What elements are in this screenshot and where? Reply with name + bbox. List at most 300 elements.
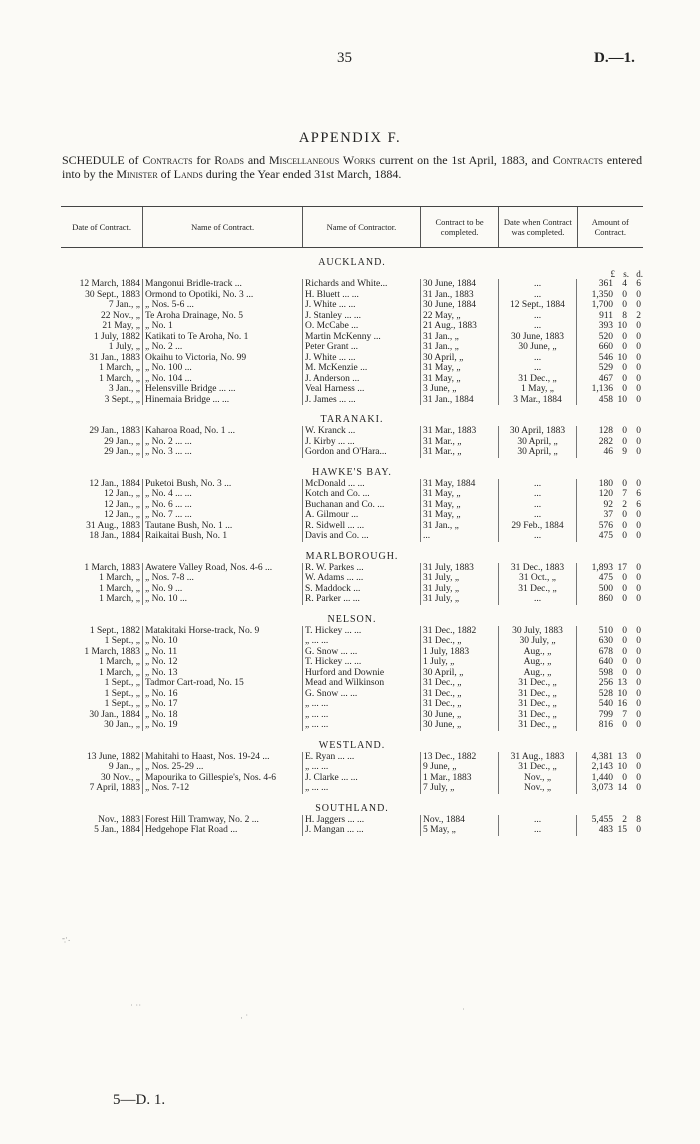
schedule-word: of	[128, 153, 139, 167]
contract-amount	[577, 300, 643, 311]
schedule-word: Minister	[116, 167, 158, 181]
contract-date: 1 July, 1882	[61, 332, 143, 343]
contract-amount	[577, 594, 643, 605]
schedule-word: for	[196, 153, 211, 167]
contractor-name: Kotch and Co. ...	[303, 489, 421, 500]
amount-pounds: 576	[598, 520, 613, 531]
amount-shillings: 0	[622, 363, 627, 373]
schedule-word: Miscellaneous Works	[269, 153, 376, 167]
amount-pounds: 630	[598, 636, 613, 646]
contractor-name: T. Hickey ... ...	[303, 657, 421, 668]
completion-date: ...	[499, 279, 577, 290]
contract-date: 1 Sept., „	[61, 636, 143, 647]
amount-pence: 0	[636, 300, 641, 310]
contract-amount	[577, 437, 643, 448]
completion-date: ...	[499, 531, 577, 542]
contract-amount	[577, 647, 643, 658]
table-row	[61, 573, 643, 584]
contract-name: Awatere Valley Road, Nos. 4-6 ...	[143, 563, 303, 574]
amount-shillings: 0	[622, 573, 627, 583]
amount-shillings: 8	[622, 310, 627, 321]
contract-amount	[577, 689, 643, 700]
completion-due: 31 July, „	[421, 584, 499, 595]
column-header: Name of Contract.	[143, 207, 303, 247]
completion-due: 31 July, 1883	[421, 563, 499, 574]
amount-shillings: 4	[622, 279, 627, 289]
contract-date: 30 Nov., „	[61, 773, 143, 784]
column-header: Date when Contract was completed.	[499, 207, 577, 247]
completion-due: 31 May, „	[421, 363, 499, 374]
amount-pence: 0	[636, 520, 641, 531]
column-header: Name of Contractor.	[303, 207, 421, 247]
completion-due: 30 June, „	[421, 710, 499, 721]
amount-pence: 0	[636, 636, 641, 646]
contract-name: Mapourika to Gillespie's, Nos. 4-6	[143, 773, 303, 784]
completion-due: 31 Dec., 1882	[421, 626, 499, 637]
amount-shillings: 2	[622, 499, 627, 510]
completion-date: 31 Dec., 1883	[499, 563, 577, 574]
completion-date: 1 May, „	[499, 384, 577, 395]
contract-date: 12 March, 1884	[61, 279, 143, 290]
completion-due: 31 Jan., 1883	[421, 290, 499, 301]
contract-date: 12 Jan., 1884	[61, 479, 143, 490]
amount-pounds: 528	[598, 688, 613, 699]
contract-name: „ No. 10	[143, 636, 303, 647]
amount-pence: 0	[636, 678, 641, 688]
completion-due: 31 May, „	[421, 374, 499, 385]
contract-amount	[577, 825, 643, 836]
amount-shillings: 0	[622, 331, 627, 342]
contractor-name: W. Adams ... ...	[303, 573, 421, 584]
contract-amount	[577, 563, 643, 574]
completion-date: ...	[499, 825, 577, 836]
amount-shillings: 0	[622, 289, 627, 300]
contract-date: 1 Sept., 1882	[61, 626, 143, 637]
completion-date: 31 Dec., „	[499, 678, 577, 689]
table-row	[61, 395, 643, 406]
contract-amount	[577, 384, 643, 395]
contractor-name: „ ... ...	[303, 720, 421, 731]
table-row	[61, 311, 643, 322]
amount-pounds: 510	[598, 625, 613, 636]
completion-due: 31 May, „	[421, 489, 499, 500]
contractor-name: R. Parker ... ...	[303, 594, 421, 605]
table-row	[61, 437, 643, 448]
contract-name: „ No. 6 ... ...	[143, 500, 303, 511]
amount-shillings: 10	[617, 321, 627, 331]
table-row	[61, 626, 643, 637]
schedule-word: of	[160, 167, 171, 181]
contractor-name: H. Bluett ... ...	[303, 290, 421, 301]
contract-amount	[577, 342, 643, 353]
table-row	[61, 300, 643, 311]
contract-amount	[577, 626, 643, 637]
contract-date: 1 March, „	[61, 374, 143, 385]
completion-date: 31 Dec., „	[499, 699, 577, 710]
contract-date: 1 March, 1883	[61, 647, 143, 658]
contract-date: 1 Sept., „	[61, 699, 143, 710]
completion-due: 22 May, „	[421, 311, 499, 322]
table-row	[61, 594, 643, 605]
amount-pence: 0	[636, 688, 641, 699]
amount-pence: 0	[636, 720, 641, 730]
contract-name: „ No. 11	[143, 647, 303, 658]
table-row	[61, 500, 643, 511]
table-row	[61, 678, 643, 689]
contract-date: 1 March, „	[61, 594, 143, 605]
amount-pounds: 1,350	[591, 289, 613, 300]
amount-pounds: 37	[603, 510, 613, 520]
completion-date: ...	[499, 815, 577, 826]
completion-date: 29 Feb., 1884	[499, 521, 577, 532]
contractor-name: W. Kranck ...	[303, 426, 421, 437]
contract-date: 29 Jan., „	[61, 447, 143, 458]
completion-date: ...	[499, 290, 577, 301]
amount-pence: 0	[636, 657, 641, 667]
amount-shillings: 0	[622, 646, 627, 657]
amount-shillings: 0	[622, 520, 627, 531]
contract-date: 1 March, 1883	[61, 563, 143, 574]
contract-date: 18 Jan., 1884	[61, 531, 143, 542]
table-row	[61, 447, 643, 458]
contractor-name: J. Anderson ...	[303, 374, 421, 385]
currency-units	[61, 269, 643, 279]
contractor-name: T. Hickey ... ...	[303, 626, 421, 637]
table-row	[61, 647, 643, 658]
completion-due: 31 Mar., 1883	[421, 426, 499, 437]
completion-date: ...	[499, 489, 577, 500]
contractor-name: G. Snow ... ...	[303, 689, 421, 700]
schedule-word: Contracts	[142, 153, 193, 167]
amount-shillings: 0	[622, 583, 627, 594]
completion-due: 21 Aug., 1883	[421, 321, 499, 332]
completion-due: 31 May, „	[421, 500, 499, 511]
amount-pounds: 546	[598, 352, 613, 363]
amount-pounds: 500	[598, 583, 613, 594]
amount-pence: 0	[636, 709, 641, 720]
unit-label: £	[610, 269, 615, 279]
amount-pounds: 660	[598, 342, 613, 352]
amount-pence: 0	[636, 772, 641, 783]
amount-shillings: 0	[622, 636, 627, 646]
contract-name: „ Nos. 7-12	[143, 783, 303, 794]
completion-date: Nov., „	[499, 773, 577, 784]
contract-name: Tadmor Cart-road, No. 15	[143, 678, 303, 689]
contractor-name: J. James ... ...	[303, 395, 421, 406]
amount-pounds: 1,440	[591, 772, 613, 783]
amount-pence: 0	[636, 394, 641, 405]
completion-due: 31 Mar., „	[421, 447, 499, 458]
contract-amount	[577, 489, 643, 500]
amount-shillings: 13	[617, 678, 627, 688]
completion-date: ...	[499, 311, 577, 322]
table-row	[61, 479, 643, 490]
amount-pounds: 467	[598, 373, 613, 384]
schedule-word: SCHEDULE	[62, 153, 125, 167]
table-row	[61, 668, 643, 679]
table-row	[61, 563, 643, 574]
contractor-name: McDonald ... ...	[303, 479, 421, 490]
contract-date: 29 Jan., 1883	[61, 426, 143, 437]
table-row	[61, 699, 643, 710]
contractor-name: Buchanan and Co. ...	[303, 500, 421, 511]
completion-date: 31 Dec., „	[499, 762, 577, 773]
amount-shillings: 0	[622, 720, 627, 730]
table-row	[61, 426, 643, 437]
contract-date: 1 March, „	[61, 657, 143, 668]
page-footer: 5—D. 1.	[113, 1092, 166, 1108]
table-row	[61, 353, 643, 364]
amount-pounds: 540	[598, 699, 613, 709]
table-row	[61, 279, 643, 290]
completion-date: Nov., „	[499, 783, 577, 794]
unit-label: d.	[636, 269, 643, 279]
contract-name: Raikaitai Bush, No. 1	[143, 531, 303, 542]
contract-name: Okaihu to Victoria, No. 99	[143, 353, 303, 364]
amount-pence: 0	[636, 321, 641, 331]
region-title: WESTLAND.	[318, 739, 386, 751]
completion-due: 1 July, „	[421, 657, 499, 668]
contract-date: 1 March, „	[61, 584, 143, 595]
completion-due: 31 Jan., „	[421, 521, 499, 532]
amount-shillings: 10	[617, 688, 627, 699]
region-title: SOUTHLAND.	[315, 802, 389, 814]
contractor-name: Gordon and O'Hara...	[303, 447, 421, 458]
amount-pounds: 860	[598, 594, 613, 604]
contractor-name: Richards and White...	[303, 279, 421, 290]
amount-pounds: 1,136	[591, 384, 613, 394]
amount-pence: 6	[636, 489, 641, 499]
contracts-table	[61, 206, 643, 836]
completion-date: 31 Oct., „	[499, 573, 577, 584]
schedule-word: and	[247, 153, 266, 167]
contract-name: Mahitahi to Haast, Nos. 19-24 ...	[143, 752, 303, 763]
amount-pence: 0	[636, 573, 641, 583]
contract-name: „ No. 10 ...	[143, 594, 303, 605]
completion-due: 31 Dec., „	[421, 636, 499, 647]
completion-date: 30 June, 1883	[499, 332, 577, 343]
table-row	[61, 762, 643, 773]
completion-date: Aug., „	[499, 657, 577, 668]
completion-date: 30 July, 1883	[499, 626, 577, 637]
amount-shillings: 0	[622, 373, 627, 384]
table-row	[61, 752, 643, 763]
contract-name: Hedgehope Flat Road ...	[143, 825, 303, 836]
table-row	[61, 332, 643, 343]
contract-name: Puketoi Bush, No. 3 ...	[143, 479, 303, 490]
table-row	[61, 783, 643, 794]
contractor-name: S. Maddock ...	[303, 584, 421, 595]
amount-pence: 0	[636, 531, 641, 541]
completion-due: 31 Jan., 1884	[421, 395, 499, 406]
amount-shillings: 0	[622, 594, 627, 604]
amount-pounds: 282	[598, 436, 613, 447]
amount-shillings: 10	[617, 352, 627, 363]
completion-date: 31 Aug., 1883	[499, 752, 577, 763]
completion-date: ...	[499, 594, 577, 605]
completion-due: 31 May, „	[421, 510, 499, 521]
amount-shillings: 0	[622, 510, 627, 520]
completion-date: 31 Dec., „	[499, 374, 577, 385]
amount-shillings: 15	[617, 825, 627, 835]
contractor-name: „ ... ...	[303, 699, 421, 710]
contract-date: 1 March, „	[61, 573, 143, 584]
amount-pence: 0	[636, 783, 641, 793]
contract-date: 12 Jan., „	[61, 489, 143, 500]
completion-due: 31 July, „	[421, 573, 499, 584]
contract-name: Ormond to Opotiki, No. 3 ...	[143, 290, 303, 301]
completion-date: 31 Dec., „	[499, 689, 577, 700]
contract-amount	[577, 510, 643, 521]
amount-pounds: 120	[598, 489, 613, 499]
contractor-name: „ ... ...	[303, 636, 421, 647]
amount-pounds: 361	[598, 279, 613, 289]
amount-pence: 0	[636, 751, 641, 762]
contract-date: 30 Jan., „	[61, 720, 143, 731]
contract-amount	[577, 699, 643, 710]
amount-pounds: 4,381	[591, 751, 613, 762]
completion-date: ...	[499, 353, 577, 364]
amount-pence: 0	[636, 478, 641, 489]
completion-date: ...	[499, 479, 577, 490]
schedule-word: entered into by the	[62, 153, 643, 181]
completion-due: 30 June, 1884	[421, 279, 499, 290]
completion-due: 1 Mar., 1883	[421, 773, 499, 784]
contract-name: Te Aroha Drainage, No. 5	[143, 311, 303, 322]
completion-due: 9 June, „	[421, 762, 499, 773]
completion-date: 31 Dec., „	[499, 710, 577, 721]
contractor-name: Martin McKenny ...	[303, 332, 421, 343]
contractor-name: J. Stanley ... ...	[303, 311, 421, 322]
amount-shillings: 14	[617, 783, 627, 793]
table-row	[61, 584, 643, 595]
amount-pounds: 678	[598, 646, 613, 657]
contract-amount	[577, 321, 643, 332]
contractor-name: E. Ryan ... ...	[303, 752, 421, 763]
contract-amount	[577, 353, 643, 364]
contract-date: Nov., 1883	[61, 815, 143, 826]
amount-pence: 0	[636, 583, 641, 594]
table-row	[61, 384, 643, 395]
amount-pounds: 475	[598, 531, 613, 541]
contractor-name: „ ... ...	[303, 762, 421, 773]
contract-name: „ No. 17	[143, 699, 303, 710]
amount-pence: 0	[636, 699, 641, 709]
contract-date: 29 Jan., „	[61, 437, 143, 448]
table-row	[61, 636, 643, 647]
contract-date: 3 Jan., „	[61, 384, 143, 395]
contract-name: „ No. 104 ...	[143, 374, 303, 385]
contract-amount	[577, 668, 643, 679]
contract-date: 1 Sept., „	[61, 689, 143, 700]
contractor-name: J. Clarke ... ...	[303, 773, 421, 784]
table-row	[61, 321, 643, 332]
contract-amount	[577, 374, 643, 385]
amount-pounds: 640	[598, 657, 613, 667]
completion-due: 31 Dec., „	[421, 699, 499, 710]
table-row	[61, 710, 643, 721]
amount-pounds: 256	[598, 678, 613, 688]
contract-date: 30 Jan., 1884	[61, 710, 143, 721]
amount-pence: 0	[636, 363, 641, 373]
contractor-name: Mead and Wilkinson	[303, 678, 421, 689]
completion-due: 31 Jan., „	[421, 342, 499, 353]
contract-name: Hinemaia Bridge ... ...	[143, 395, 303, 406]
amount-pence: 0	[636, 762, 641, 772]
amount-shillings: 0	[622, 426, 627, 436]
contract-name: „ No. 18	[143, 710, 303, 721]
amount-shillings: 0	[622, 384, 627, 394]
contract-name: „ No. 16	[143, 689, 303, 700]
column-header: Amount of Contract.	[591, 217, 629, 237]
amount-pence: 6	[636, 499, 641, 510]
amount-pence: 0	[636, 825, 641, 835]
contractor-name: O. McCabe ...	[303, 321, 421, 332]
completion-date: ...	[499, 363, 577, 374]
contractor-name: Davis and Co. ...	[303, 531, 421, 542]
amount-pence: 0	[636, 667, 641, 678]
completion-date: ...	[499, 321, 577, 332]
amount-pence: 2	[636, 310, 641, 321]
contract-name: „ Nos. 5-6 ...	[143, 300, 303, 311]
contract-name: Helensville Bridge ... ...	[143, 384, 303, 395]
contract-amount	[577, 636, 643, 647]
amount-shillings: 7	[622, 489, 627, 499]
amount-shillings: 0	[622, 436, 627, 447]
completion-date: 31 Dec., „	[499, 720, 577, 731]
table-body	[61, 257, 643, 836]
contract-date: 22 Nov., „	[61, 311, 143, 322]
contract-date: 1 March, „	[61, 363, 143, 374]
contract-name: „ No. 100 ...	[143, 363, 303, 374]
contract-date: 1 Sept., „	[61, 678, 143, 689]
amount-shillings: 10	[617, 762, 627, 772]
contractor-name: G. Snow ... ...	[303, 647, 421, 658]
contract-date: 31 Jan., 1883	[61, 353, 143, 364]
contract-name: Matakitaki Horse-track, No. 9	[143, 626, 303, 637]
ink-speck: · ˙	[240, 1013, 249, 1023]
completion-date: ...	[499, 510, 577, 521]
contract-date: 30 Sept., 1883	[61, 290, 143, 301]
amount-shillings: 0	[622, 342, 627, 352]
table-row	[61, 521, 643, 532]
amount-shillings: 0	[622, 531, 627, 541]
amount-pounds: 1,893	[591, 562, 613, 573]
completion-due: 5 May, „	[421, 825, 499, 836]
contractor-name: Peter Grant ...	[303, 342, 421, 353]
completion-due: ...	[421, 531, 499, 542]
schedule-word: Roads	[214, 153, 245, 167]
contract-name: „ No. 9 ...	[143, 584, 303, 595]
contract-name: Forest Hill Tramway, No. 2 ...	[143, 815, 303, 826]
contract-date: 1 July, „	[61, 342, 143, 353]
amount-pence: 0	[636, 352, 641, 363]
table-row	[61, 342, 643, 353]
contract-date: 12 Jan., „	[61, 510, 143, 521]
schedule-word: current on the 1st April, 1883, and	[379, 153, 549, 167]
region-title: HAWKE'S BAY.	[312, 466, 392, 478]
table-row	[61, 489, 643, 500]
contract-amount	[577, 657, 643, 668]
contract-amount	[577, 762, 643, 773]
contract-amount	[577, 678, 643, 689]
amount-pence: 0	[636, 426, 641, 436]
table-row	[61, 825, 643, 836]
completion-due: 1 July, 1883	[421, 647, 499, 658]
contract-name: „ No. 2 ... ...	[143, 437, 303, 448]
table-row	[61, 290, 643, 301]
contract-name: Kaharoa Road, No. 1 ...	[143, 426, 303, 437]
